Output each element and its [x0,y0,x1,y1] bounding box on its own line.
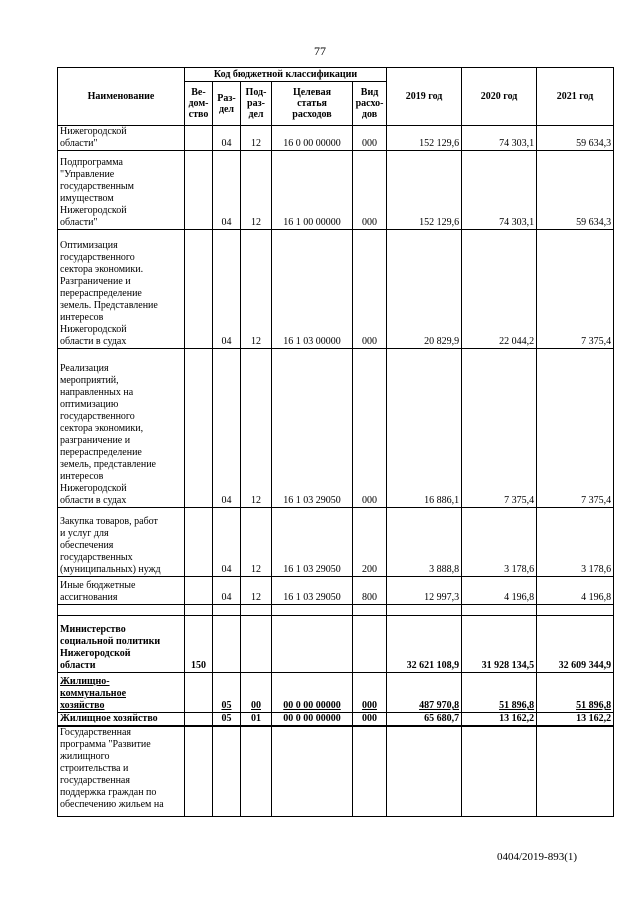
row-vid [353,726,387,816]
row-podrazdel: 12 [241,230,272,349]
row-vid: 000 [353,230,387,349]
row-podrazdel [241,605,272,616]
row-vid: 000 [353,673,387,713]
table-row [58,126,614,151]
row-2020: 31 928 134,5 [462,616,537,673]
row-cs: 16 1 03 29050 [272,349,353,508]
row-name: Государственная программа "Развитие жилищного строительства и государственная поддержка граждан по обеспечению жильем на [58,726,185,816]
header-vedomstvo: Ве- дом- ство [185,82,213,126]
row-name: Оптимизация государственного сектора экономики. Разграничение и перераспределение земель. Представление интересов Нижегородской области в судах [58,230,185,349]
row-2019: 12 997,3 [387,577,462,605]
row-name: Жилищное хозяйство [58,713,185,727]
row-vid: 000 [353,349,387,508]
row-ved [185,126,213,151]
row-name: Министерство социальной политики Нижегородской области [58,616,185,673]
row-ved [185,577,213,605]
row-name: Реализация мероприятий, направленных на оптимизацию государственного сектора экономики, разграничение и перераспределение земель, представление интересов Нижегородской области в судах [58,349,185,508]
row-2019 [387,605,462,616]
row-2019: 65 680,7 [387,713,462,727]
row-2021: 13 162,2 [537,713,614,727]
row-razdel: 04 [213,508,241,577]
row-2021: 32 609 344,9 [537,616,614,673]
row-name: Жилищно- коммунальное хозяйство [58,673,185,713]
header-2021: 2021 год [537,68,614,126]
row-2019: 152 129,6 [387,126,462,151]
row-2019: 3 888,8 [387,508,462,577]
row-podrazdel: 12 [241,577,272,605]
row-2021 [537,605,614,616]
table-row [58,230,614,349]
header-vid: Вид расхо- дов [353,82,387,126]
row-2020: 51 896,8 [462,673,537,713]
row-2020: 7 375,4 [462,349,537,508]
header-code-group: Код бюджетной классификации [185,68,387,82]
header-2019: 2019 год [387,68,462,126]
header-podrazdel: Под- раз- дел [241,82,272,126]
row-2019 [387,726,462,816]
row-cs [272,726,353,816]
row-name: Подпрограмма "Управление государственным имуществом Нижегородской области" [58,151,185,230]
row-podrazdel [241,726,272,816]
row-2020: 74 303,1 [462,126,537,151]
header-celevaya: Целевая статья расходов [272,82,353,126]
row-2021: 3 178,6 [537,508,614,577]
row-vid: 000 [353,713,387,727]
row-razdel: 04 [213,577,241,605]
row-2020: 3 178,6 [462,508,537,577]
row-razdel: 05 [213,673,241,713]
row-vid [353,616,387,673]
table-row [58,349,614,508]
row-ved: 150 [185,616,213,673]
row-ved [185,508,213,577]
row-cs [272,605,353,616]
row-cs: 00 0 00 00000 [272,713,353,727]
row-razdel [213,605,241,616]
document-code: 0404/2019-893(1) [497,851,578,863]
row-ved [185,230,213,349]
row-cs: 16 1 03 00000 [272,230,353,349]
row-razdel: 05 [213,713,241,727]
row-ved [185,726,213,816]
row-2021 [537,726,614,816]
row-2020 [462,605,537,616]
header-razdel: Раз- дел [213,82,241,126]
page-number: 77 [314,44,326,58]
table-row [58,726,614,816]
table-row [58,713,614,727]
row-cs: 16 1 00 00000 [272,151,353,230]
row-2020 [462,726,537,816]
row-cs: 16 0 00 00000 [272,126,353,151]
row-cs: 16 1 03 29050 [272,577,353,605]
header-name: Наименование [58,68,185,126]
row-vid: 800 [353,577,387,605]
row-razdel: 04 [213,230,241,349]
row-vid: 000 [353,126,387,151]
row-podrazdel: 12 [241,508,272,577]
row-2020: 4 196,8 [462,577,537,605]
table-row [58,673,614,713]
row-ved [185,713,213,727]
row-name: Иные бюджетные ассигнования [58,577,185,605]
row-podrazdel: 01 [241,713,272,727]
row-cs [272,616,353,673]
budget-table [57,67,614,817]
row-2021: 4 196,8 [537,577,614,605]
row-2019: 20 829,9 [387,230,462,349]
header-2020: 2020 год [462,68,537,126]
row-name: Нижегородской области" [58,126,185,151]
row-2021: 7 375,4 [537,230,614,349]
row-podrazdel: 00 [241,673,272,713]
row-cs: 16 1 03 29050 [272,508,353,577]
row-ved [185,349,213,508]
row-2019: 487 970,8 [387,673,462,713]
row-razdel: 04 [213,151,241,230]
row-2021: 59 634,3 [537,126,614,151]
row-2019: 152 129,6 [387,151,462,230]
row-podrazdel: 12 [241,349,272,508]
table-row [58,151,614,230]
row-2020: 13 162,2 [462,713,537,727]
row-ved [185,673,213,713]
row-podrazdel: 12 [241,126,272,151]
row-vid [353,605,387,616]
row-name: Закупка товаров, работ и услуг для обеспечения государственных (муниципальных) нужд [58,508,185,577]
row-name [58,605,185,616]
row-2021: 7 375,4 [537,349,614,508]
row-podrazdel: 12 [241,151,272,230]
row-2019: 16 886,1 [387,349,462,508]
row-cs: 00 0 00 00000 [272,673,353,713]
row-vid: 200 [353,508,387,577]
table-row [58,616,614,673]
row-vid: 000 [353,151,387,230]
table-row [58,508,614,577]
row-2019: 32 621 108,9 [387,616,462,673]
table-row-spacer [58,605,614,616]
row-2021: 51 896,8 [537,673,614,713]
row-razdel [213,726,241,816]
row-2020: 74 303,1 [462,151,537,230]
row-razdel: 04 [213,349,241,508]
table-row [58,577,614,605]
row-razdel: 04 [213,126,241,151]
row-2021: 59 634,3 [537,151,614,230]
row-ved [185,605,213,616]
row-razdel [213,616,241,673]
row-ved [185,151,213,230]
row-podrazdel [241,616,272,673]
row-2020: 22 044,2 [462,230,537,349]
